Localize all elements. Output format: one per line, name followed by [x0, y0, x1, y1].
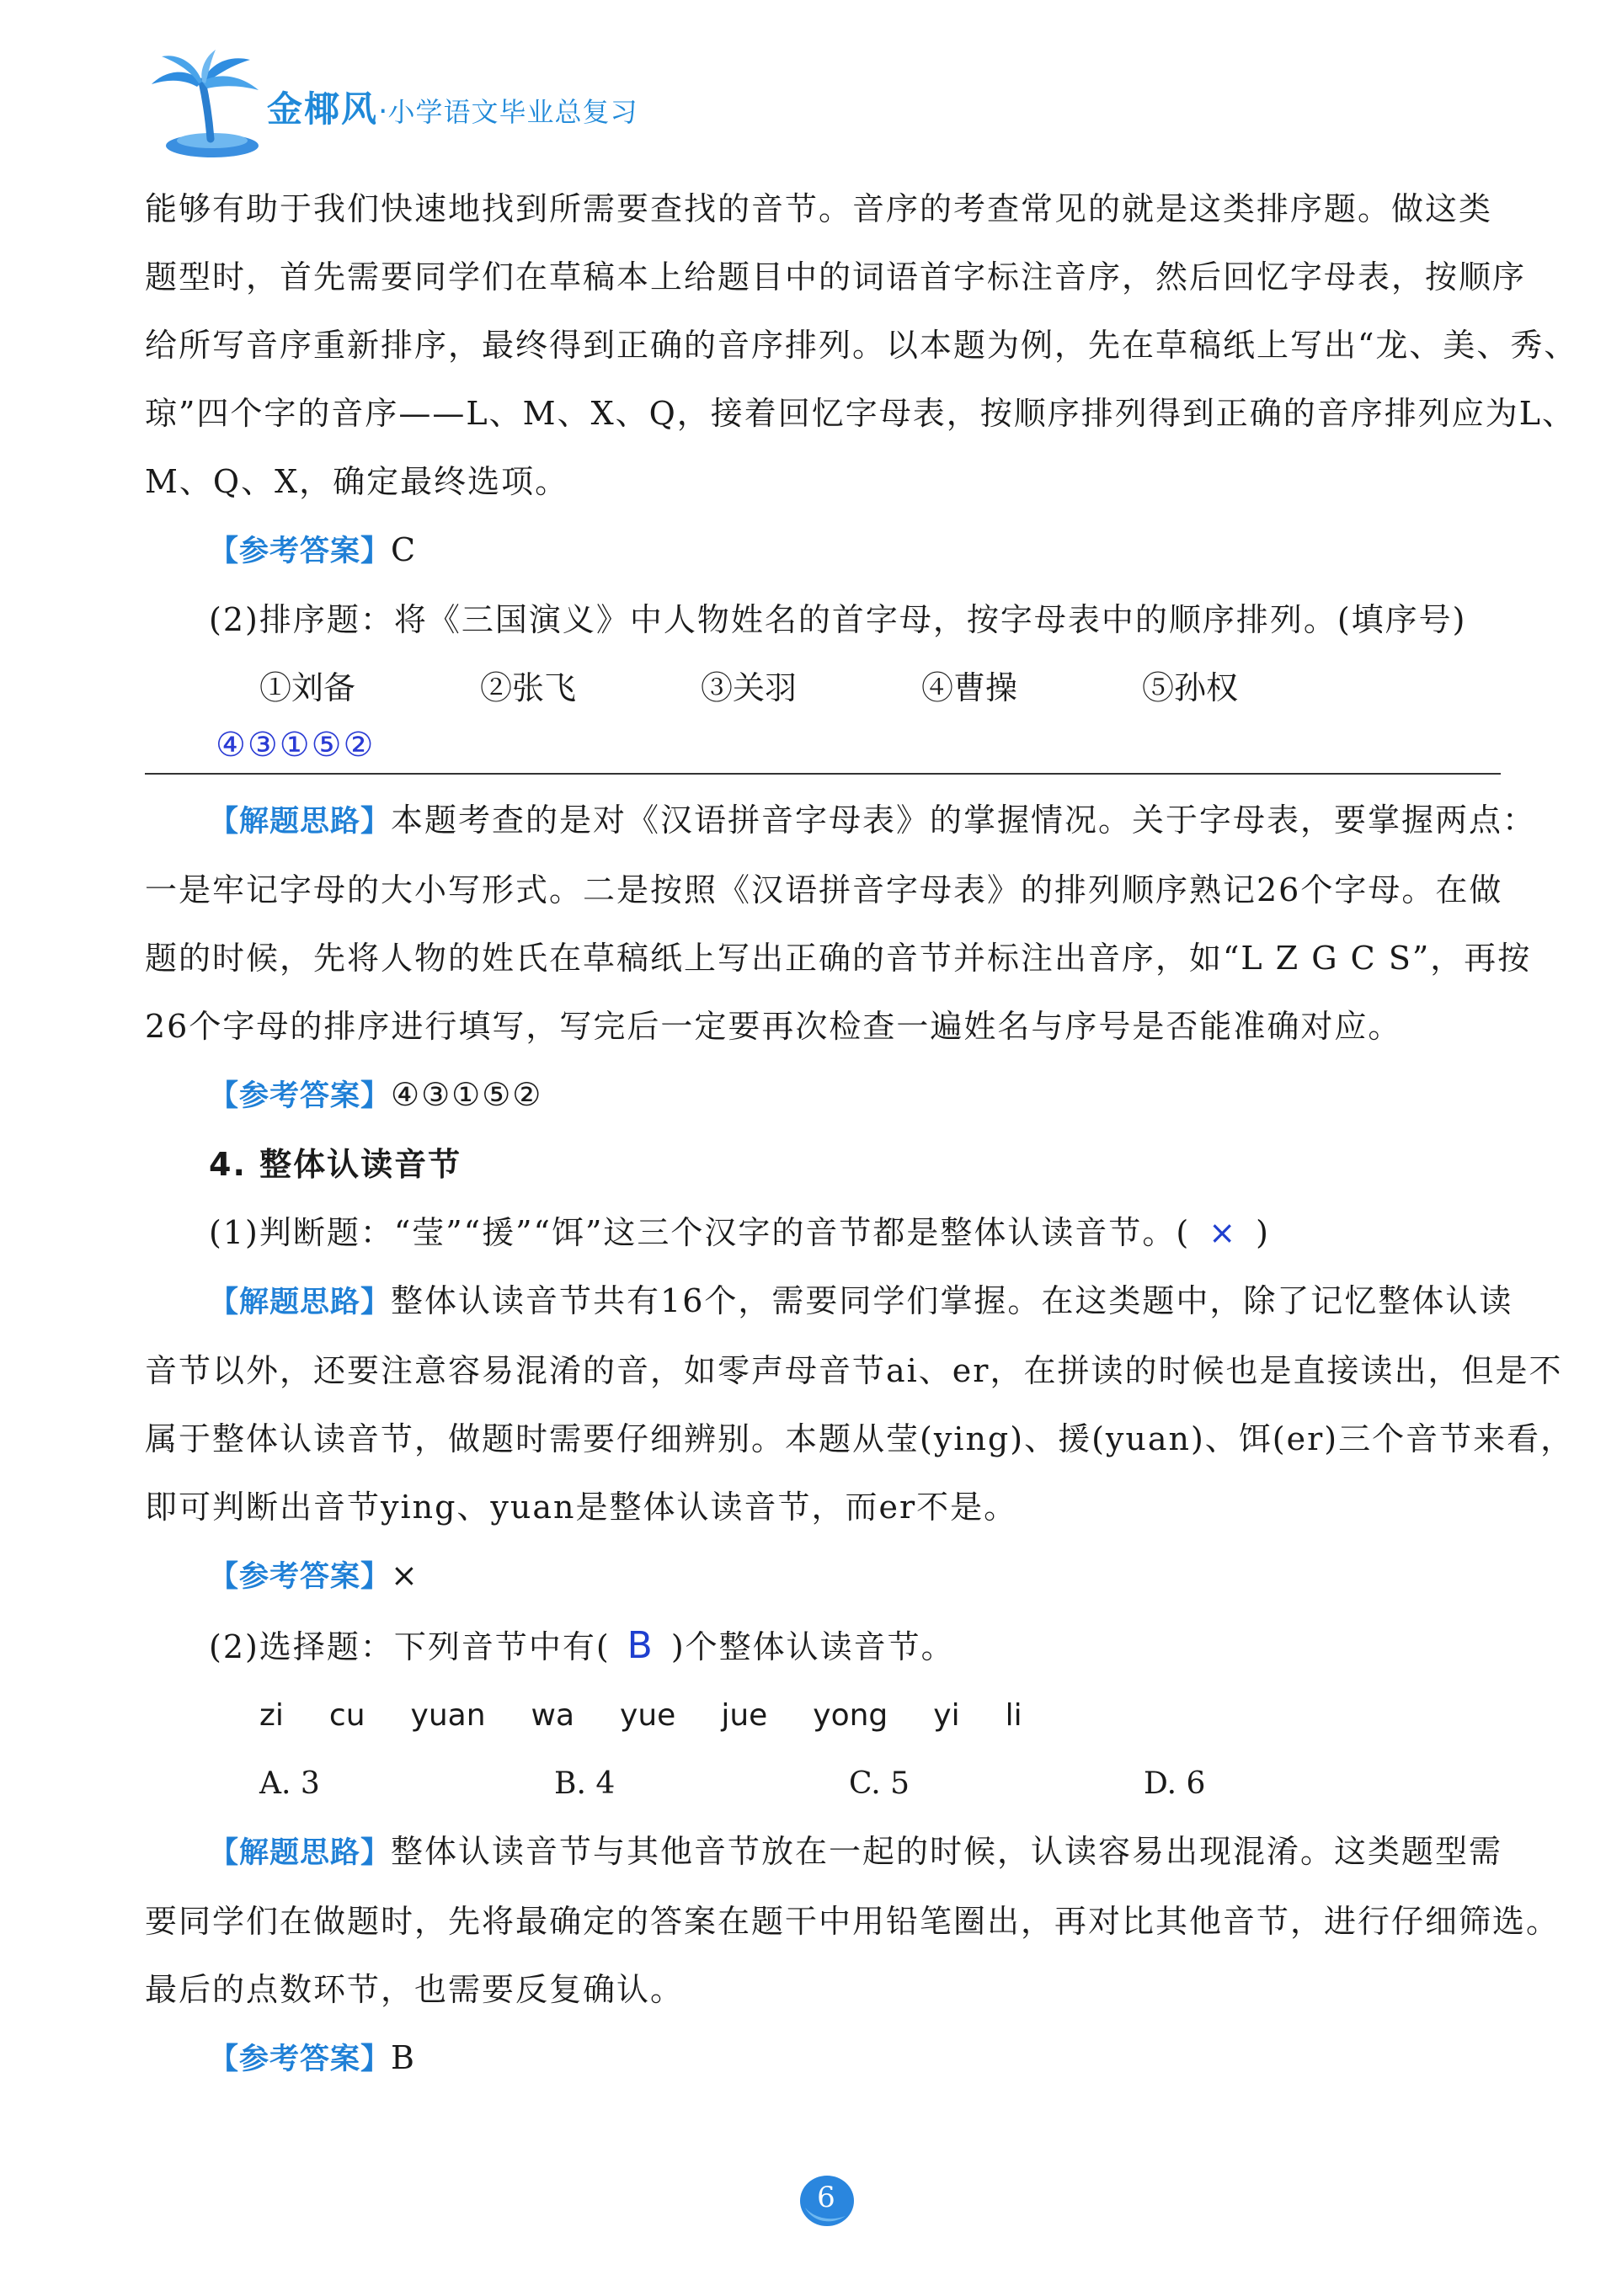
question-2-options — [145, 654, 1501, 722]
explain-2-line-2: 一是牢记字母的大小写形式。二是按照《汉语拼音字母表》的排列顺序熟记26个字母。在做 — [145, 871, 1503, 908]
option-item: ②张飞 — [480, 669, 577, 706]
para1-line-2: 题型时，首先需要同学们在草稿本上给题目中的词语首字标注音序，然后回忆字母表，按顺序 — [145, 258, 1527, 296]
answer-4-1 — [145, 1542, 1501, 1611]
explain-text: 整体认读音节共有16个，需要同学们掌握。在这类题中，除了记忆整体认读 — [391, 1282, 1513, 1319]
choice-a: A. 3 — [259, 1766, 320, 1801]
syllable-item: li — [1005, 1698, 1022, 1733]
answer-1 — [145, 516, 1501, 586]
syllable-item: cu — [328, 1698, 365, 1733]
option-item: ④曹操 — [921, 669, 1018, 706]
explain-text: 整体认读音节与其他音节放在一起的时候，认读容易出现混淆。这类题型需 — [391, 1833, 1503, 1870]
question-text: (1)判断题：“莹”“援”“饵”这三个汉字的音节都是整体认读音节。( — [209, 1214, 1191, 1251]
option-item: ①刘备 — [259, 669, 356, 706]
answer-value: × — [391, 1557, 419, 1594]
explain-2-line-4: 26个字母的排序进行填写，写完后一定要再次检查一遍姓名与序号是否能准确对应。 — [145, 1008, 1402, 1045]
brand-subtitle: 小学语文毕业总复习 — [387, 96, 638, 128]
question-close: ) — [1256, 1214, 1270, 1251]
section-4-title: 4. 整体认读音节 — [209, 1146, 462, 1183]
handwritten-mark: × — [1208, 1214, 1238, 1251]
syllable-item: jue — [721, 1698, 768, 1733]
explain-tag: 【解题思路】 — [209, 805, 392, 839]
handwritten-answer: B — [627, 1624, 654, 1667]
explain-4-1-line-2: 音节以外，还要注意容易混淆的音，如零声母音节ai、er，在拼读的时候也是直接读出，但是不 — [145, 1352, 1563, 1389]
answer-tag: 【参考答案】 — [209, 1560, 392, 1594]
explain-4-1-line-3: 属于整体认读音节，做题时需要仔细辨别。本题从莹(ying)、援(yuan)、饵(er)三个音节来看， — [145, 1420, 1575, 1457]
answer-tag: 【参考答案】 — [209, 1079, 392, 1113]
explain-4-1-line-4: 即可判断出音节ying、yuan是整体认读音节，而er不是。 — [145, 1489, 1018, 1526]
question-2-text: (2)排序题：将《三国演义》中人物姓名的首字母，按字母表中的顺序排列。(填序号) — [209, 601, 1467, 638]
option-item: ③关羽 — [701, 669, 798, 706]
syllable-item: yi — [933, 1698, 960, 1733]
para1-line-4: 琼”四个字的音序——L、M、X、Q，接着回忆字母表，按顺序排列得到正确的音序排列应为L、 — [145, 395, 1577, 432]
para1-line-3: 给所写音序重新排序，最终得到正确的音序排列。以本题为例，先在草稿纸上写出“龙、美、秀、 — [145, 327, 1578, 364]
brand-title — [267, 82, 638, 132]
explain-tag: 【解题思路】 — [209, 1836, 392, 1870]
choice-b: B. 4 — [554, 1766, 616, 1801]
explain-4-2-line-1 — [145, 1818, 1501, 1888]
answer-value: C — [391, 531, 418, 568]
question-4-2 — [145, 1611, 1501, 1681]
answer-value: B — [391, 2039, 416, 2076]
answer-tag: 【参考答案】 — [209, 2043, 392, 2076]
explain-4-2-line-2: 要同学们在做题时，先将最确定的答案在题干中用铅笔圈出，再对比其他音节，进行仔细筛选。 — [145, 1903, 1561, 1940]
para1-line-5: M、Q、X，确定最终选项。 — [145, 463, 569, 500]
brand-name: 金椰风 — [267, 88, 379, 130]
explain-text: 本题考查的是对《汉语拼音字母表》的掌握情况。关于字母表，要掌握两点： — [391, 802, 1537, 839]
question-4-1 — [145, 1199, 1501, 1267]
answer-tag: 【参考答案】 — [209, 535, 392, 568]
choice-d: D. 6 — [1144, 1766, 1206, 1801]
main-content — [145, 175, 1578, 2094]
syllable-item: wa — [531, 1698, 575, 1733]
syllable-list — [145, 1681, 1501, 1750]
choice-list — [145, 1750, 1501, 1818]
brand-dot: · — [378, 94, 388, 129]
page-header — [145, 46, 903, 164]
answer-4-2 — [145, 2024, 1501, 2094]
syllable-item: zi — [259, 1698, 284, 1733]
answer-line — [145, 722, 1501, 775]
explain-4-1-line-1 — [145, 1267, 1513, 1337]
syllable-item: yue — [620, 1698, 676, 1733]
para1-line-1: 能够有助于我们快速地找到所需要查找的音节。音序的考查常见的就是这类排序题。做这类 — [145, 190, 1493, 227]
option-item: ⑤孙权 — [1142, 669, 1239, 706]
choice-c: C. 5 — [849, 1766, 910, 1801]
page-number: 6 — [817, 2181, 835, 2214]
handwritten-answer: ④③①⑤② — [216, 726, 376, 764]
explain-2-line-3: 题的时候，先将人物的姓氏在草稿纸上写出正确的音节并标注出音序，如“L Z G C S”，再按 — [145, 940, 1532, 977]
answer-2 — [145, 1061, 1501, 1131]
answer-value: ④③①⑤② — [391, 1076, 543, 1113]
syllable-item: yuan — [410, 1698, 486, 1733]
question-text-after: )个整体认读音节。 — [670, 1628, 955, 1665]
syllable-item: yong — [813, 1698, 888, 1733]
explain-4-2-line-3: 最后的点数环节，也需要反复确认。 — [145, 1971, 685, 2008]
explain-tag: 【解题思路】 — [209, 1286, 392, 1319]
question-text: (2)选择题：下列音节中有( — [209, 1628, 611, 1665]
palm-island-logo-icon — [145, 46, 263, 160]
explain-2-line-1 — [145, 786, 1537, 856]
